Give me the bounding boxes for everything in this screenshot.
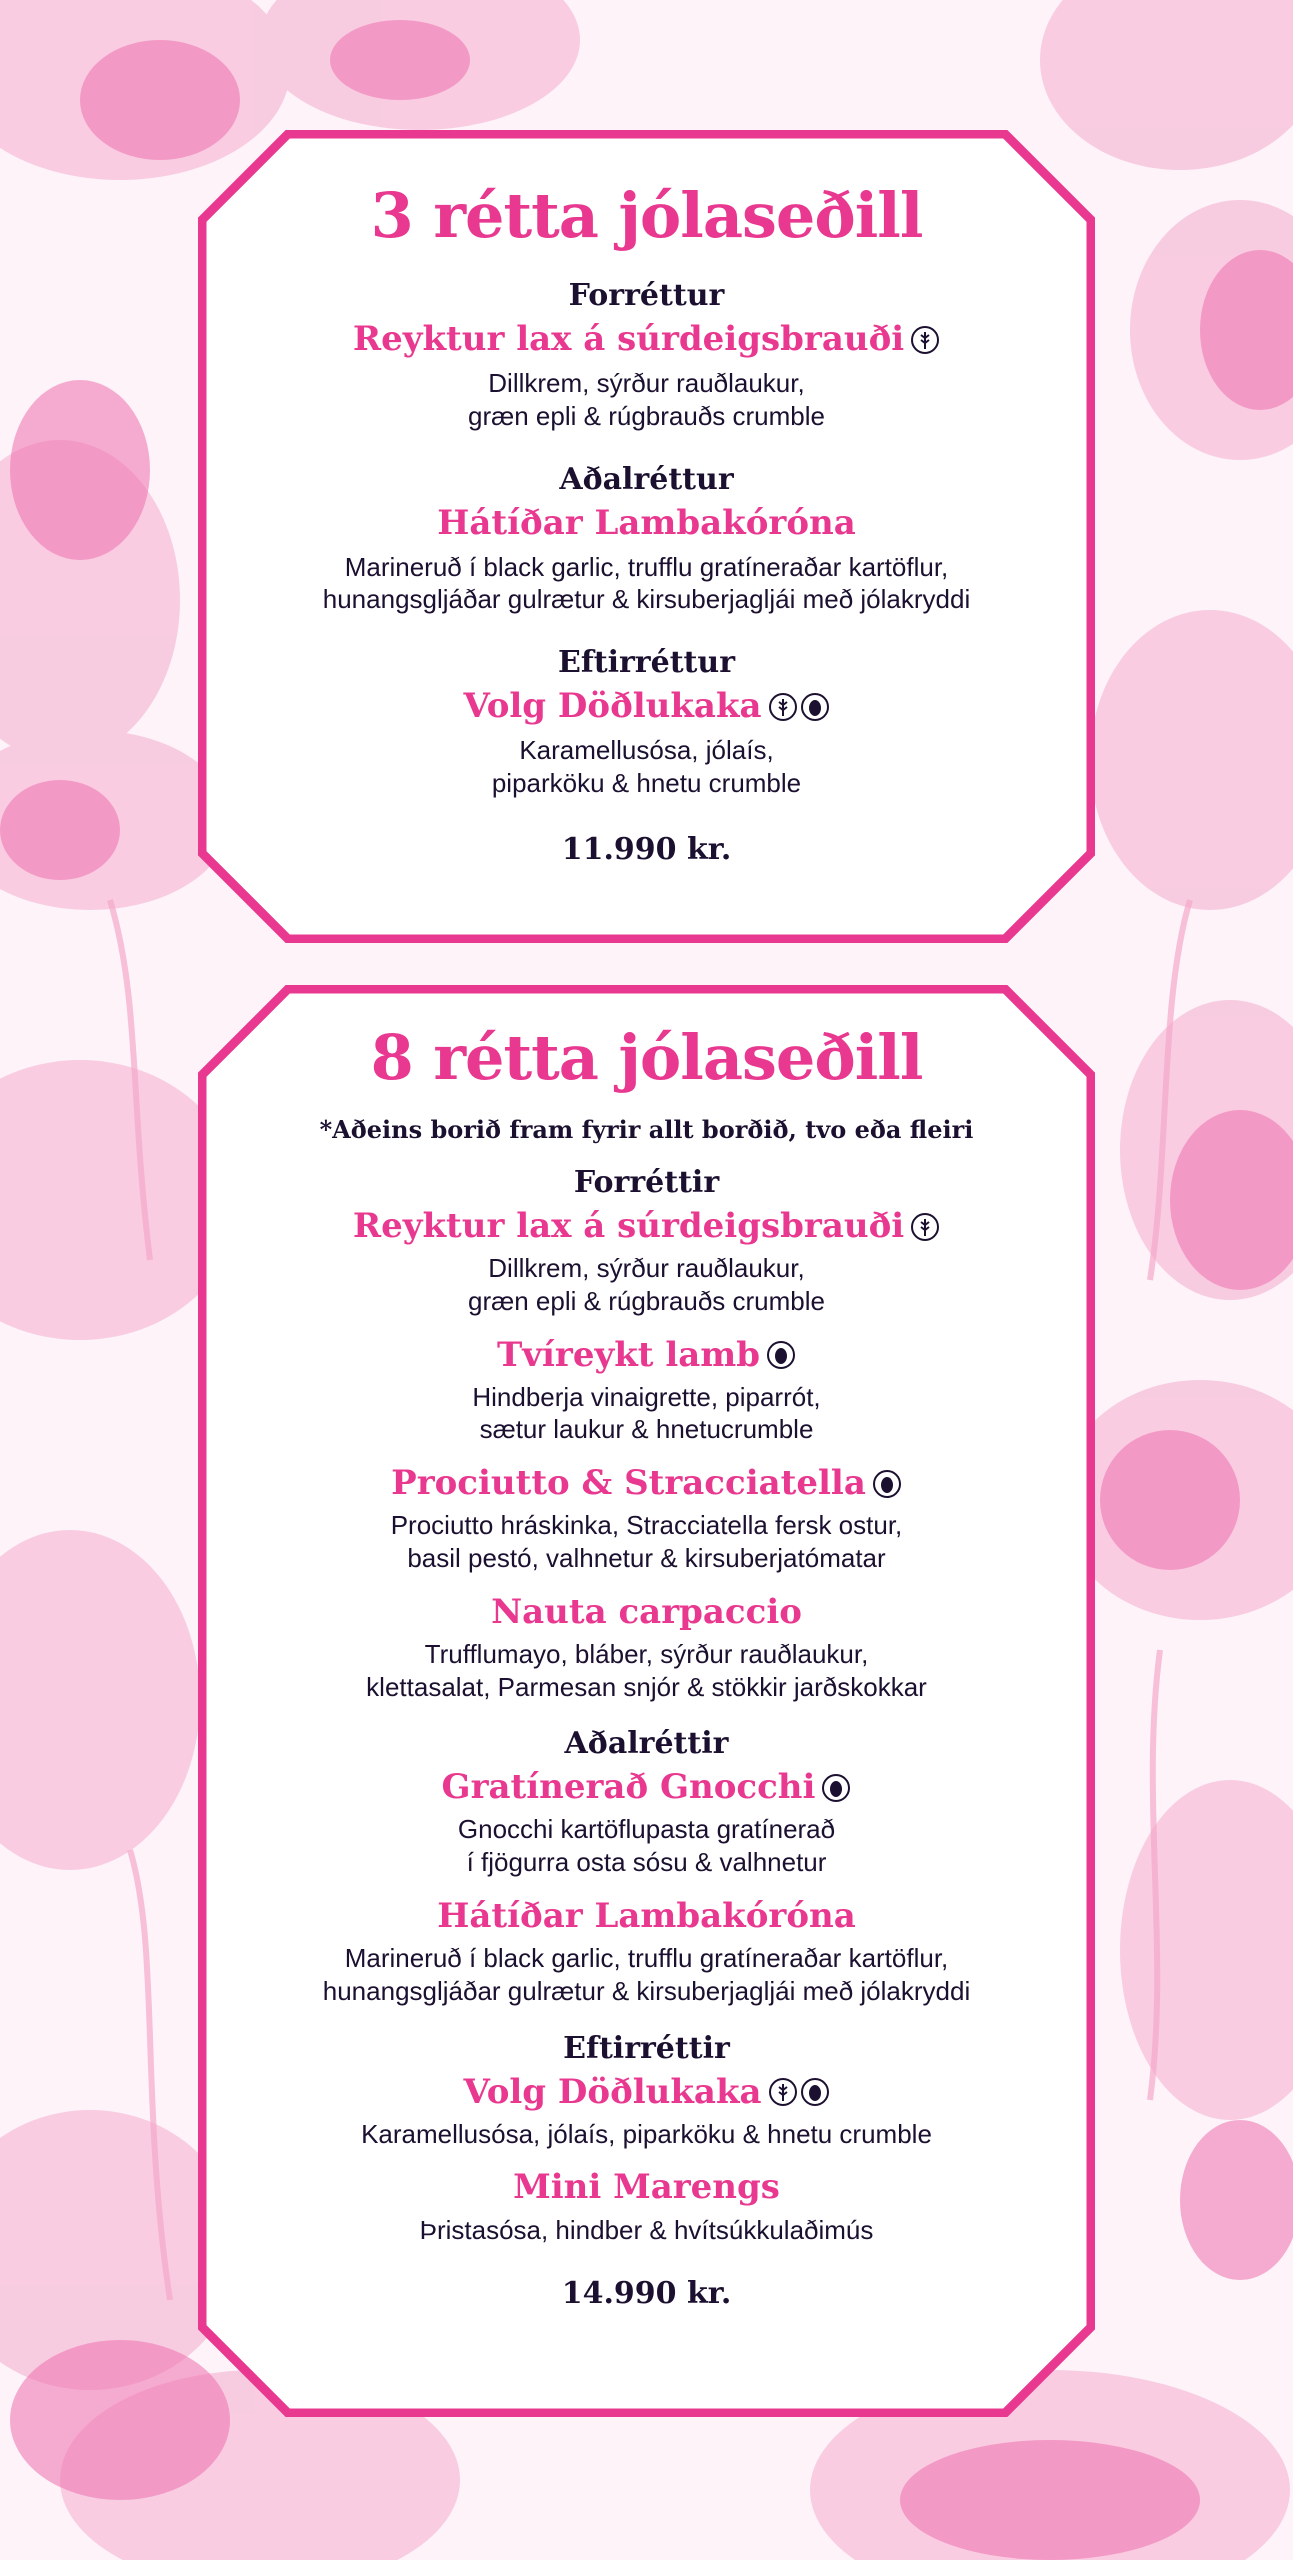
course-heading: Aðalréttur	[559, 461, 734, 497]
dish-label: Mini Marengs	[513, 2167, 780, 2208]
dish-name	[198, 1464, 1095, 1503]
dish-description: Prociutto hráskinka, Stracciatella fersk ostur, basil pestó, valhnetur & kirsuberjatómatar	[390, 1510, 903, 1574]
dish-description: Marineruð í black garlic, trufflu gratíneraðar kartöflur, hunangsgljáðar gulrætur & kirsuberjagljái með jólakryddi	[322, 1943, 971, 2006]
menu-note: *Aðeins borið fram fyrir allt borðið, tvo eða fleiri	[319, 1115, 974, 1144]
dish-name	[198, 687, 1095, 726]
menu-price: 11.990 kr.	[561, 831, 732, 867]
dish-description: Hindberja vinaigrette, piparrót, sætur laukur & hnetucrumble	[472, 1381, 821, 1445]
menu-price: 14.990 kr.	[561, 2276, 732, 2312]
course-heading: Eftirréttir	[563, 2030, 730, 2066]
dish-name	[198, 1207, 1095, 1246]
nut-icon	[872, 1469, 902, 1499]
dish-name	[198, 320, 1095, 359]
dish-label: Nauta carpaccio	[491, 1591, 802, 1632]
dish-name	[198, 504, 1095, 543]
dish-description: Dillkrem, sýrður rauðlaukur, græn epli & rúgbrauðs crumble	[468, 1253, 825, 1316]
dish-name	[198, 1336, 1095, 1375]
course-heading: Forréttir	[573, 1165, 720, 1200]
wheat-icon	[910, 1212, 940, 1242]
course-heading: Aðalréttir	[564, 1726, 729, 1762]
menu-title: 3 rétta jólaseðill	[370, 179, 923, 252]
dish-label: Hátíðar Lambakóróna	[437, 1895, 856, 1936]
course-heading: Eftirréttur	[557, 645, 736, 681]
dish-label: Prociutto & Stracciatella	[391, 1463, 866, 1504]
nut-icon	[800, 2077, 830, 2107]
wheat-icon	[768, 692, 798, 722]
dish-label: Reyktur lax á súrdeigsbrauði	[352, 1206, 905, 1246]
nut-icon	[766, 1340, 796, 1370]
dish-name	[198, 1768, 1095, 1807]
dish-description: Gnocchi kartöflupasta gratínerað í fjögurra osta sósu & valhnetur	[457, 1814, 836, 1878]
dish-label: Tvíreykt lamb	[496, 1334, 761, 1375]
course-heading: Forréttur	[568, 278, 725, 313]
dish-name	[198, 1897, 1095, 1936]
wheat-icon	[768, 2077, 798, 2107]
dish-name	[198, 2073, 1095, 2112]
dish-label: Hátíðar Lambakóróna	[437, 502, 856, 543]
dish-label: Volg Döðlukaka	[463, 2071, 762, 2112]
dish-name	[198, 1593, 1095, 1632]
nut-icon	[800, 692, 830, 722]
dish-label: Reyktur lax á súrdeigsbrauði	[352, 319, 905, 359]
dish-description: Dillkrem, sýrður rauðlaukur, græn epli & rúgbrauðs crumble	[468, 368, 825, 431]
dish-name	[198, 2168, 1095, 2207]
dish-description: Karamellusósa, jólaís, piparköku & hnetu crumble	[491, 735, 802, 799]
menu-title: 8 rétta jólaseðill	[370, 1021, 923, 1094]
menu-card-3-course	[198, 130, 1095, 943]
dish-label: Volg Döðlukaka	[463, 686, 762, 727]
dish-description: Marineruð í black garlic, trufflu gratíneraðar kartöflur, hunangsgljáðar gulrætur & kirsuberjagljái með jólakryddi	[322, 551, 971, 615]
wheat-icon	[910, 325, 940, 355]
dish-description: Trufflumayo, bláber, sýrður rauðlaukur, klettasalat, Parmesan snjór & stökkir jarðskokkar	[366, 1638, 927, 1702]
dish-description: Karamellusósa, jólaís, piparköku & hnetu crumble	[361, 2118, 932, 2149]
dish-label: Gratínerað Gnocchi	[441, 1767, 816, 1808]
menu-card-8-course	[198, 985, 1095, 2417]
dish-description: Þristasósa, hindber & hvítsúkkulaðimús	[419, 2214, 874, 2245]
nut-icon	[821, 1773, 851, 1803]
